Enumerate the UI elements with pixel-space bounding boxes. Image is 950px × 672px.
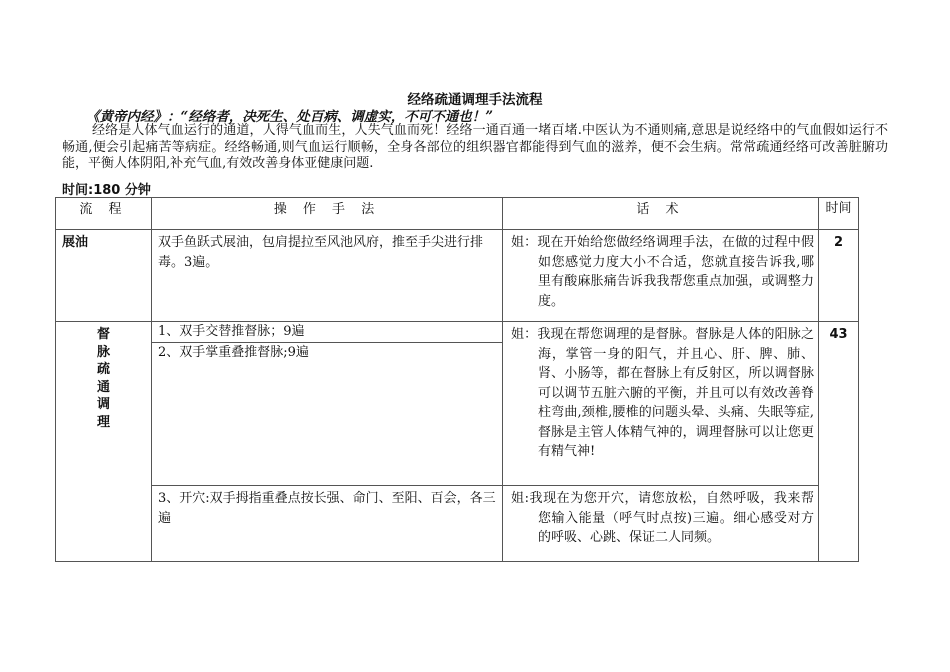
step-char: 理 bbox=[96, 414, 110, 430]
method-cell: 3、开穴:双手拇指重叠点按长强、命门、至阳、百会，各三遍 bbox=[152, 486, 503, 562]
header-step: 流 程 bbox=[56, 198, 152, 230]
method-item: 1、双手交替推督脉；9遍 bbox=[152, 322, 502, 343]
table-row bbox=[56, 486, 859, 562]
method-cell: 双手鱼跃式展油，包肩提拉至风池风府，推至手尖进行排毒。3遍。 bbox=[152, 230, 503, 322]
script-cell: 姐：现在开始给您做经络调理手法，在做的过程中假如您感觉力度大小不合适，您就直接告诉我,哪里有酸麻胀痛告诉我我帮您重点加强，或调整力度。 bbox=[503, 230, 819, 322]
step-cell: 展油 bbox=[56, 230, 152, 322]
duration-label: 时间:180 分钟 bbox=[62, 183, 151, 198]
method-cell bbox=[152, 322, 503, 486]
header-time: 时间 bbox=[819, 198, 859, 230]
time-cell: 43 bbox=[819, 322, 859, 562]
document-title: 经络疏通调理手法流程 bbox=[407, 92, 543, 108]
intro-paragraph: 经络是人体气血运行的通道，人得气血而生，人失气血而死！经络一通百通一堵百堵.中医认为不通则痛,意思是说经络中的气血假如运行不畅通,便会引起痛苦等病症。经络畅通,则气血运行顺畅，全身各部位的组织器官都能得到气血的滋养，便不会生病。常常疏通经络可改善脏腑功能，平衡人体阴阳,补充气血,有效改善身体亚健康问题. bbox=[62, 123, 888, 171]
time-cell: 2 bbox=[819, 230, 859, 322]
procedure-table bbox=[55, 197, 859, 562]
step-char: 调 bbox=[96, 397, 110, 412]
step-char: 督 bbox=[96, 327, 110, 342]
step-char: 疏 bbox=[96, 362, 110, 377]
table-row bbox=[56, 230, 859, 322]
method-item: 2、双手掌重叠推督脉;9遍 bbox=[158, 344, 309, 360]
script-cell: 姐:我现在为您开穴，请您放松，自然呼吸，我来帮您输入能量（呼气时点按)三遍。细心感受对方的呼吸、心跳、保证二人同频。 bbox=[503, 486, 819, 562]
header-script: 话 术 bbox=[503, 198, 819, 230]
classic-quote: 《黄帝内经》：“经络者，决死生、处百病、调虚实，不可不通也！” bbox=[86, 109, 494, 125]
step-char: 通 bbox=[96, 379, 110, 395]
header-method: 操 作 手 法 bbox=[152, 198, 503, 230]
table-header-row bbox=[56, 198, 859, 230]
table-row bbox=[56, 322, 859, 486]
script-cell: 姐：我现在帮您调理的是督脉。督脉是人体的阳脉之海，掌管一身的阳气，并且心、肝、脾、肺、肾、小肠等，都在督脉上有反射区，所以调督脉可以调节五脏六腑的平衡，并且可以有效改善脊柱弯曲,颈椎,腰椎的问题头晕、头痛、失眠等症,督脉是主管人体精气神的，调理督脉可以让您更有精气神! bbox=[503, 322, 819, 486]
step-char: 脉 bbox=[96, 344, 110, 360]
step-cell-vertical bbox=[56, 322, 152, 562]
